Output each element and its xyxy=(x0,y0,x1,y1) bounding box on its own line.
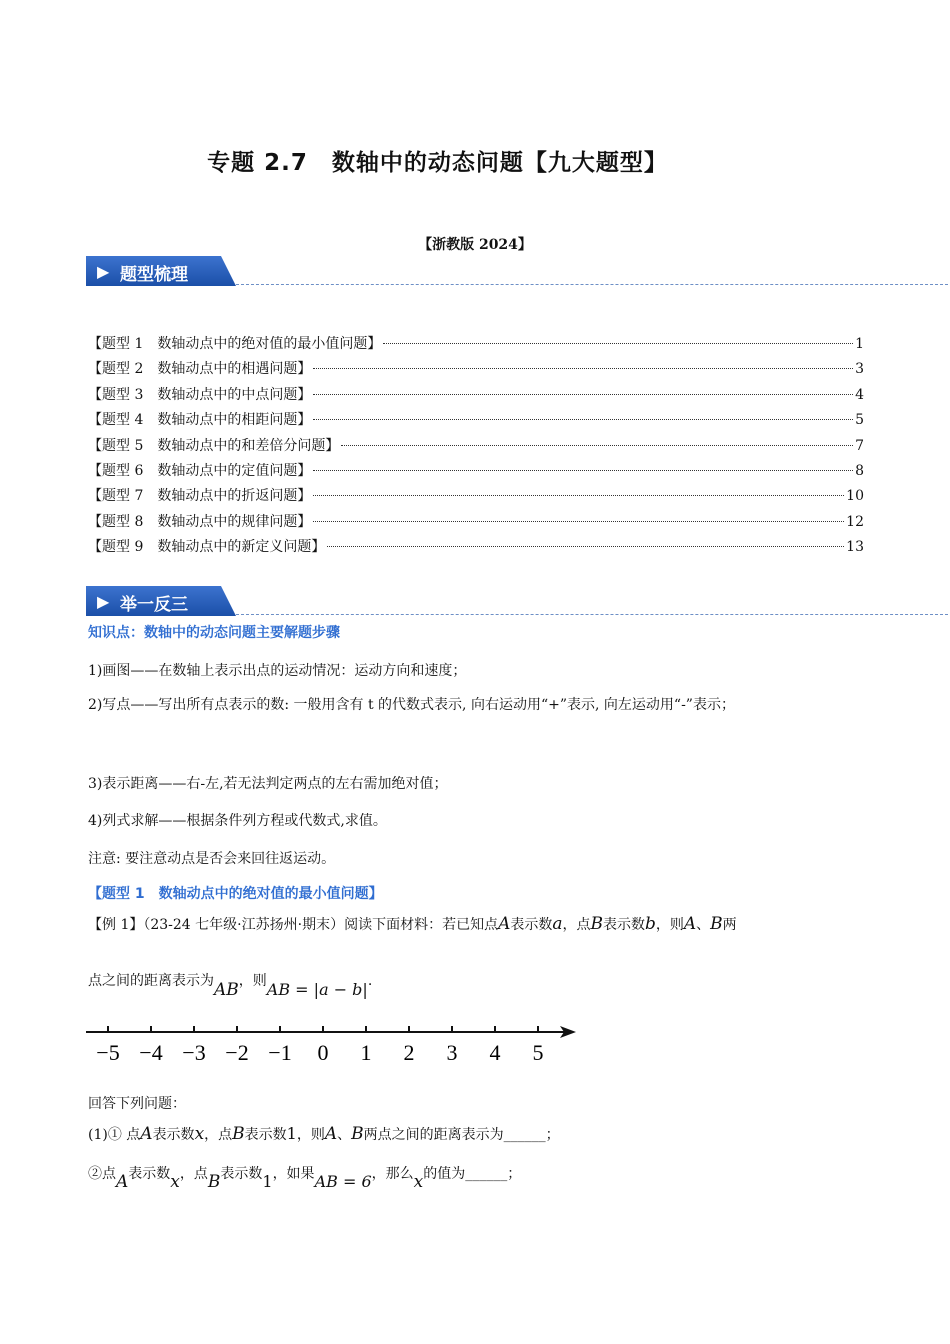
example-text: 【例 1】（23-24 七年级·江苏扬州·期末）阅读下面材料：若已知点 xyxy=(88,917,499,933)
toc-leader xyxy=(313,470,853,471)
step-1: 1)画图——在数轴上表示出点的运动情况：运动方向和速度； xyxy=(88,663,467,679)
var-A: A xyxy=(140,1124,153,1144)
note: 注意: 要注意动点是否会来回往返运动。 xyxy=(88,851,336,867)
formula-distance: AB = |a − b| xyxy=(266,980,368,999)
divider xyxy=(236,614,948,615)
var-B: B xyxy=(232,1124,245,1144)
example-text: ，则 xyxy=(238,973,267,989)
question-text: 表示数 xyxy=(220,1166,263,1182)
toc-item-page: 7 xyxy=(855,437,864,454)
toc-item[interactable] xyxy=(88,460,864,485)
step-4: 4)列式求解——根据条件列方程或代数式,求值。 xyxy=(88,813,387,829)
toc-item-label: 【题型 7 数轴动点中的折返问题】 xyxy=(88,488,312,505)
tick-label: −3 xyxy=(182,1040,206,1065)
var-b: b xyxy=(645,914,656,934)
var-A: A xyxy=(683,914,697,934)
step-2: 2)写点——写出所有点表示的数: 一般用含有 t 的代数式表示, 向右运动用“+”表示, 向左运动用“-”表示； xyxy=(88,697,735,713)
toc-item[interactable] xyxy=(88,536,864,561)
example-text: 表示数 xyxy=(510,917,553,933)
toc-item-label: 【题型 6 数轴动点中的定值问题】 xyxy=(88,462,312,479)
var-x: x xyxy=(194,1124,205,1144)
toc-item-label: 【题型 9 数轴动点中的新定义问题】 xyxy=(88,539,326,556)
toc-item-page: 13 xyxy=(846,539,864,556)
toc-item-label: 【题型 3 数轴动点中的中点问题】 xyxy=(88,386,312,403)
question-2 xyxy=(88,1163,522,1192)
question-text: 表示数 xyxy=(244,1127,287,1143)
question-text: 的值为______； xyxy=(423,1166,522,1182)
divider xyxy=(236,284,948,285)
tick-label: 2 xyxy=(403,1040,415,1065)
toc-item-label: 【题型 1 数轴动点中的绝对值的最小值问题】 xyxy=(88,336,382,352)
toc-banner xyxy=(86,256,236,286)
play-icon: ▶ xyxy=(97,262,110,281)
toc-leader xyxy=(383,343,853,344)
value-one: 1 xyxy=(262,1172,273,1191)
toc-leader xyxy=(313,495,844,496)
toc-leader xyxy=(313,521,844,522)
banner-title: 题型梳理 xyxy=(120,265,188,285)
example-1-line1 xyxy=(88,914,737,934)
formula-AB: AB xyxy=(214,980,239,1000)
example-text: 、 xyxy=(696,917,711,933)
number-line xyxy=(86,1018,580,1068)
tick-label: 3 xyxy=(446,1040,458,1065)
page-title: 专题 2.7 数轴中的动态问题【九大题型】 xyxy=(207,150,668,176)
var-B: B xyxy=(710,914,723,934)
question-text: ②点 xyxy=(88,1166,116,1182)
toc-item-page: 3 xyxy=(855,361,864,378)
practice-banner xyxy=(86,586,236,616)
table-of-contents xyxy=(88,333,864,562)
toc-item[interactable] xyxy=(88,435,864,460)
toc-item[interactable] xyxy=(88,485,864,510)
toc-item-label: 【题型 8 数轴动点中的规律问题】 xyxy=(88,513,312,530)
tick-label: −1 xyxy=(268,1040,292,1065)
banner-title: 举一反三 xyxy=(120,595,188,615)
type1-heading: 【题型 1 数轴动点中的绝对值的最小值问题】 xyxy=(88,886,383,902)
toc-item-page: 5 xyxy=(855,412,864,429)
example-text: 表示数 xyxy=(603,917,645,933)
edition-label: 【浙教版 2024】 xyxy=(418,237,532,253)
var-A: A xyxy=(498,914,511,934)
example-text: 点之间的距离表示为 xyxy=(88,973,214,989)
toc-item-page: 10 xyxy=(846,488,864,505)
question-1 xyxy=(88,1124,560,1144)
toc-item[interactable] xyxy=(88,409,864,434)
question-text: 、 xyxy=(337,1127,352,1143)
example-text: . xyxy=(367,973,373,989)
var-B: B xyxy=(351,1124,364,1144)
var-B: B xyxy=(590,914,603,934)
toc-item-label: 【题型 5 数轴动点中的和差倍分问题】 xyxy=(88,437,340,454)
question-text: ，点 xyxy=(179,1166,208,1182)
toc-leader xyxy=(313,394,853,395)
example-text: ，点 xyxy=(562,917,591,933)
var-B: B xyxy=(207,1172,221,1192)
var-A: A xyxy=(116,1172,129,1192)
tick-label: 4 xyxy=(489,1040,501,1065)
toc-item[interactable] xyxy=(88,333,864,358)
toc-item-page: 4 xyxy=(855,386,864,403)
answer-intro: 回答下列问题： xyxy=(88,1096,186,1112)
toc-item-page: 1 xyxy=(855,336,864,352)
toc-item[interactable] xyxy=(88,511,864,536)
value-one: 1 xyxy=(286,1124,297,1143)
tick-label: −2 xyxy=(225,1040,249,1065)
question-text: ，那么 xyxy=(371,1166,414,1182)
toc-item-label: 【题型 4 数轴动点中的相距问题】 xyxy=(88,412,312,429)
question-text: (1)① 点 xyxy=(88,1127,141,1143)
question-text: 表示数 xyxy=(152,1127,195,1143)
question-text: 表示数 xyxy=(128,1166,171,1182)
tick-label: 0 xyxy=(317,1040,329,1065)
condition-formula: AB = 6 xyxy=(314,1172,372,1191)
toc-leader xyxy=(341,445,853,446)
example-text: 两 xyxy=(722,917,737,933)
toc-item[interactable] xyxy=(88,384,864,409)
var-x: x xyxy=(413,1172,424,1192)
example-text: ，则 xyxy=(655,917,684,933)
question-text: ，点 xyxy=(204,1127,233,1143)
question-text: 两点之间的距离表示为______； xyxy=(363,1127,560,1143)
var-x: x xyxy=(170,1172,180,1192)
question-text: ，如果 xyxy=(272,1166,315,1182)
knowledge-heading: 知识点：数轴中的动态问题主要解题步骤 xyxy=(88,625,340,641)
question-text: ，则 xyxy=(296,1127,325,1143)
toc-leader xyxy=(313,419,853,420)
toc-item-page: 12 xyxy=(846,513,864,530)
toc-item-page: 8 xyxy=(855,462,864,479)
tick-label: −4 xyxy=(139,1040,163,1065)
toc-leader xyxy=(327,546,844,547)
toc-item[interactable] xyxy=(88,358,864,383)
step-3: 3)表示距离——右-左,若无法判定两点的左右需加绝对值； xyxy=(88,776,448,792)
toc-leader xyxy=(313,368,853,369)
tick-label: 1 xyxy=(360,1040,372,1065)
var-A: A xyxy=(324,1124,338,1144)
toc-item-label: 【题型 2 数轴动点中的相遇问题】 xyxy=(88,361,312,378)
tick-label: −5 xyxy=(96,1040,120,1065)
var-a: a xyxy=(552,914,563,934)
example-1-line2 xyxy=(88,970,373,1000)
tick-label: 5 xyxy=(532,1040,544,1065)
play-icon: ▶ xyxy=(97,592,110,611)
